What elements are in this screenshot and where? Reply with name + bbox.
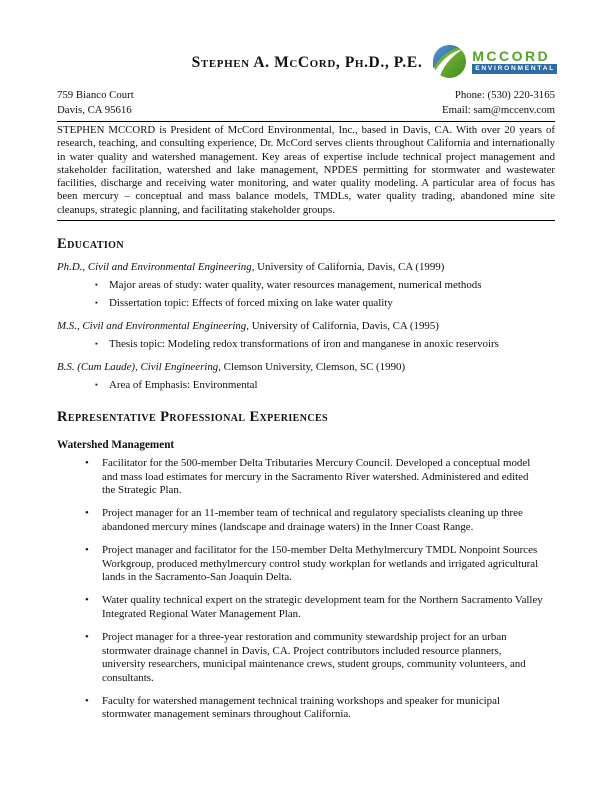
experience-text: Project manager for an 11-member team of technical and regulatory specialists cleaning up three abandoned mercury mines (landscape and drainage waters) in the Inner Coast Range. [102,507,523,533]
experience-item [57,594,555,621]
experience-text: Project manager and facilitator for the 150-member Delta Methylmercury TMDL Nonpoint Sources Workgroup, produced methylmercury control study workplan for wetlands and irrigated agricultural lands in the Sacramento-San Joaquin Delta. [102,544,539,584]
degree-institution: , University of California, Davis, CA (1999) [251,261,445,274]
degree-entry-ms [57,319,555,333]
square-bullet-icon: ▪ [95,380,98,390]
subsection-watershed-management: Watershed Management [57,439,175,452]
address-line-1: 759 Bianco Court [57,89,134,101]
company-logo [432,44,557,79]
experience-text: Water quality technical expert on the strategic development team for the Northern Sacramento Valley Integrated Regional Water Management Plan. [102,594,543,620]
round-bullet-icon: • [85,694,89,707]
round-bullet-icon: • [85,544,89,557]
logo-tagline: ENVIRONMENTAL [472,64,557,74]
divider-rule-bottom [57,220,555,221]
degree-entry-phd [57,260,555,274]
round-bullet-icon: • [85,631,89,644]
education-bullet-text: Area of Emphasis: Environmental [109,379,258,392]
divider-rule-top [57,121,555,122]
section-heading-experiences: Representative Professional Experiences [57,409,328,426]
email-line: Email: sam@mccenv.com [442,104,555,116]
square-bullet-icon: ▪ [95,339,98,349]
logo-swoosh-icon [432,44,467,79]
education-bullet-text: Thesis topic: Modeling redox transformations of iron and manganese in anoxic reservoirs [109,338,499,351]
logo-wordmark: MCCORD [472,48,551,64]
experience-item [57,695,555,722]
address-line-2: Davis, CA 95616 [57,104,132,116]
page-title: Stephen A. McCord, Ph.D., P.E. [191,54,423,71]
section-heading-education: Education [57,236,124,253]
experience-item [57,457,555,498]
degree-title: M.S., Civil and Environmental Engineering [57,320,247,333]
education-bullet [57,376,555,394]
education-bullet-text: Dissertation topic: Effects of forced mixing on lake water quality [109,297,393,310]
degree-title: Ph.D., Civil and Environmental Engineering [57,261,252,274]
education-bullet [57,294,555,312]
experience-text: Faculty for watershed management technical training workshops and speaker for municipal stormwater management seminars throughout California. [102,694,500,721]
education-bullet [57,276,555,294]
round-bullet-icon: • [85,507,89,520]
round-bullet-icon: • [85,594,89,607]
education-bullet-list [57,276,555,312]
logo-text [472,49,557,74]
education-bullet-list [57,376,555,394]
header [57,44,555,84]
degree-title: B.S. (Cum Laude), Civil Engineering [57,361,219,374]
degree-institution: , Clemson University, Clemson, SC (1990) [218,361,406,374]
summary-paragraph: STEPHEN MCCORD is President of McCord Environmental, Inc., based in Davis, CA. With over 20 years of research, teaching, and consulting experience, Dr. McCord serves clients throughout California and internationally in water quality and watershed management. Key areas of expertise include technical project management and stakeholder facilitation, watershed and lake management, NPDES permitting for stormwater and wastewater facilities, discharge and receiving water monitoring, and water quality modeling. A particular area of focus has been mercury – conceptual and mass balance models, TMDLs, water quality trading, abandoned mine site cleanups, strategic planning, and facilitating stakeholder groups. [57,124,555,216]
experience-item [57,631,555,685]
education-bullet [57,335,555,353]
degree-entry-bs [57,360,555,374]
experience-item [57,507,555,534]
square-bullet-icon: ▪ [95,298,98,308]
experience-item [57,544,555,585]
experience-text: Facilitator for the 500-member Delta Tributaries Mercury Council. Developed a conceptual model and mass load estimates for mercury in the Sacramento River watershed. Administered and edited the Strategic Plan. [102,457,531,497]
degree-institution: , University of California, Davis, CA (1995) [246,320,439,333]
round-bullet-icon: • [85,457,89,470]
experience-text: Project manager for a three-year restoration and community stewardship project for an urban stormwater drainage channel in Davis, CA. Project contributors included resource planners, university researchers, municipal maintenance crews, student groups, community volunteers, and consultants. [102,631,526,684]
phone-line: Phone: (530) 220-3165 [454,89,555,101]
education-bullet-list [57,335,555,353]
square-bullet-icon: ▪ [95,280,98,290]
experience-bullet-list [57,457,555,722]
address-block [57,88,134,118]
contact-block [442,88,555,118]
education-bullet-text: Major areas of study: water quality, water resources management, numerical methods [109,279,482,292]
contact-row [57,88,555,118]
